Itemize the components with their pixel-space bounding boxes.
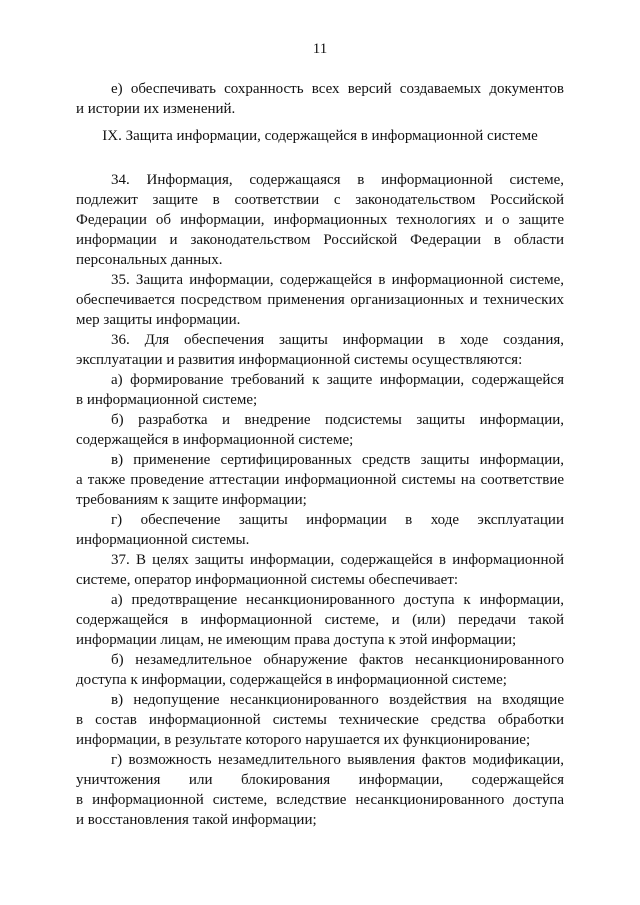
para-37-b-line-2: доступа к информации, содержащейся в информационной системе; <box>76 672 507 688</box>
para-36-b-line-2: содержащейся в информационной системе; <box>76 432 354 448</box>
para-37-v-line-3: информации, в результате которого нарушается их функционирование; <box>76 732 531 748</box>
para-34-line-2: подлежит защите в соответствии с законодательством Российской <box>76 192 564 208</box>
para-34-line-1: 34. Информация, содержащаяся в информационной системе, <box>111 172 564 188</box>
item-e-line-2: и истории их изменений. <box>76 101 236 117</box>
para-36-line-1: 36. Для обеспечения защиты информации в ходе создания, <box>111 332 564 348</box>
para-36-v-line-1: в) применение сертифицированных средств защиты информации, <box>111 452 564 468</box>
para-37-g-line-2: уничтожения или блокирования информации, содержащейся <box>76 772 564 788</box>
para-36-a-line-1: а) формирование требований к защите информации, содержащейся <box>111 372 564 388</box>
para-34-line-4: информации и законодательством Российской Федерации в области <box>76 232 564 248</box>
para-37-a-line-2: содержащейся в информационной системе, и (или) передачи такой <box>76 612 564 628</box>
item-e-line-1: е) обеспечивать сохранность всех версий создаваемых документов <box>111 81 564 97</box>
para-37-g-line-4: и восстановления такой информации; <box>76 812 317 828</box>
para-37-v-line-2: в состав информационной системы технические средства обработки <box>76 712 564 728</box>
para-35-line-2: обеспечивается посредством применения организационных и технических <box>76 292 564 308</box>
para-34-line-5: персональных данных. <box>76 252 223 268</box>
para-37-g-line-3: в информационной системе, вследствие несанкционированного доступа <box>76 792 564 808</box>
para-36-g-line-2: информационной системы. <box>76 532 250 548</box>
para-35-line-3: мер защиты информации. <box>76 312 241 328</box>
para-36-v-line-2: а также проведение аттестации информационной системы на соответствие <box>76 472 564 488</box>
para-37-a-line-3: информации лицам, не имеющим права доступа к этой информации; <box>76 632 517 648</box>
para-35-line-1: 35. Защита информации, содержащейся в информационной системе, <box>111 272 564 288</box>
para-36-g-line-1: г) обеспечение защиты информации в ходе эксплуатации <box>111 512 564 528</box>
para-37-line-2: системе, оператор информационной системы обеспечивает: <box>76 572 459 588</box>
para-36-v-line-3: требованиям к защите информации; <box>76 492 307 508</box>
para-36-line-2: эксплуатации и развития информационной системы осуществляются: <box>76 352 523 368</box>
para-37-v-line-1: в) недопущение несанкционированного воздействия на входящие <box>111 692 564 708</box>
section-heading: IX. Защита информации, содержащейся в информационной системе <box>102 128 538 144</box>
para-37-line-1: 37. В целях защиты информации, содержащейся в информационной <box>111 552 564 568</box>
para-37-g-line-1: г) возможность незамедлительного выявления фактов модификации, <box>111 752 564 768</box>
para-37-b-line-1: б) незамедлительное обнаружение фактов несанкционированного <box>111 652 564 668</box>
para-34-line-3: Федерации об информации, информационных технологиях и о защите <box>76 212 564 228</box>
page-number: 11 <box>312 41 328 57</box>
para-36-a-line-2: в информационной системе; <box>76 392 258 408</box>
para-37-a-line-1: а) предотвращение несанкционированного доступа к информации, <box>111 592 564 608</box>
para-36-b-line-1: б) разработка и внедрение подсистемы защиты информации, <box>111 412 564 428</box>
